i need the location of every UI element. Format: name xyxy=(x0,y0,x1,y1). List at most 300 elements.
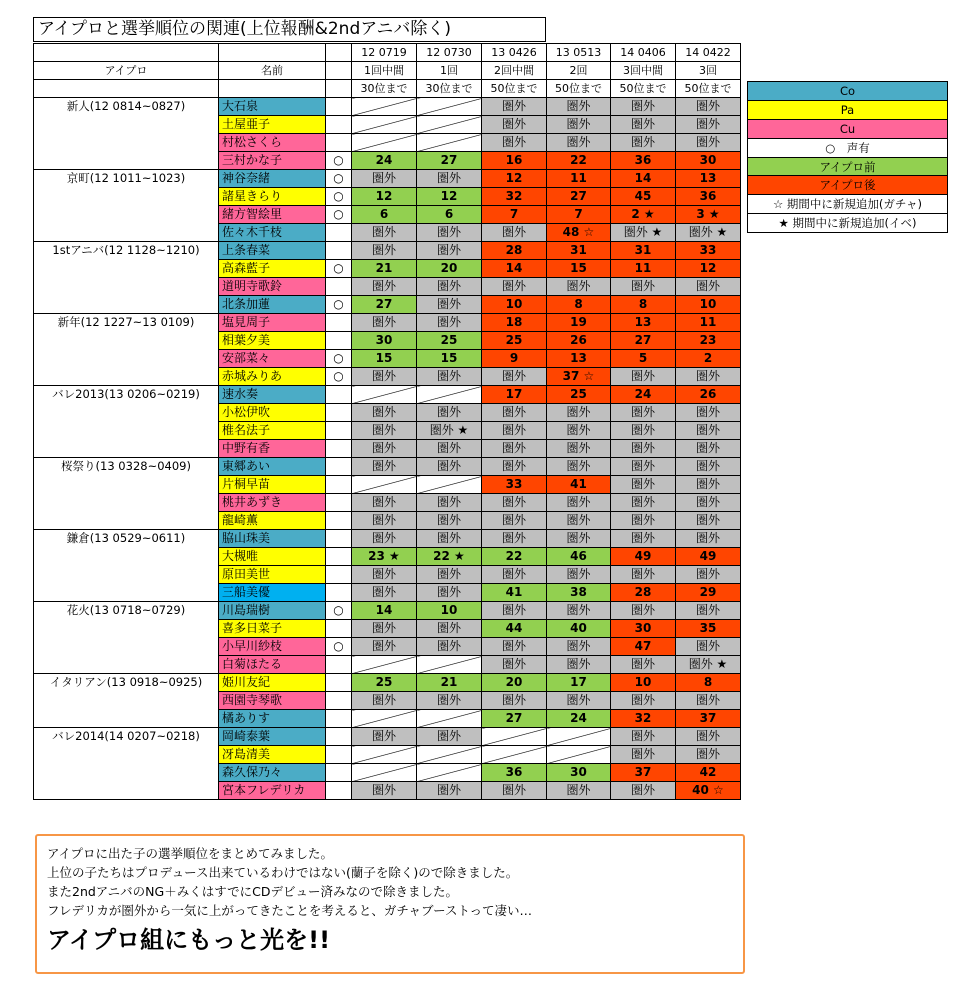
rank-cell: 圏外 xyxy=(352,224,417,242)
legend-item: ★ 期間中に新規追加(イベ) xyxy=(748,214,948,233)
rank-cell: 圏外 xyxy=(352,278,417,296)
rank-cell: 12 xyxy=(352,188,417,206)
header-round: 1回 xyxy=(417,62,482,80)
rank-cell: 38 xyxy=(547,584,611,602)
header-blank-cell xyxy=(326,80,352,98)
rank-cell: 圏外 xyxy=(547,134,611,152)
rank-cell: 圏外 xyxy=(417,512,482,530)
group-blank-cell xyxy=(34,764,219,782)
voice-mark: ○ xyxy=(326,602,352,620)
idol-name: 速水奏 xyxy=(219,386,326,404)
voice-mark xyxy=(326,620,352,638)
rank-cell: 28 xyxy=(482,242,547,260)
table-row xyxy=(34,170,741,188)
rank-cell: 12 xyxy=(676,260,741,278)
rank-cell: 圏外 xyxy=(547,566,611,584)
idol-name: 赤城みりあ xyxy=(219,368,326,386)
rank-cell: 3 ★ xyxy=(676,206,741,224)
rank-cell: 圏外 xyxy=(352,404,417,422)
rank-cell: 10 xyxy=(611,674,676,692)
rank-cell: 圏外 xyxy=(676,494,741,512)
voice-mark xyxy=(326,386,352,404)
group-blank-cell xyxy=(34,638,219,656)
rank-cell: 圏外 ★ xyxy=(676,224,741,242)
rank-cell: 圏外 xyxy=(482,638,547,656)
group-label: 新年(12 1227~13 0109) xyxy=(34,314,219,332)
table-row xyxy=(34,782,741,800)
rank-cell: 30 xyxy=(547,764,611,782)
rank-cell: 2 xyxy=(676,350,741,368)
rank-cell: 圏外 xyxy=(611,782,676,800)
rank-cell: 圏外 xyxy=(482,782,547,800)
rank-cell: 圏外 xyxy=(611,530,676,548)
rank-cell: 6 xyxy=(352,206,417,224)
header-blank-cell xyxy=(34,44,219,62)
rank-cell: 圏外 xyxy=(482,422,547,440)
comment-line: アイプロに出た子の選挙順位をまとめてみました。 xyxy=(47,846,334,861)
voice-mark: ○ xyxy=(326,638,352,656)
rank-cell: 圏外 xyxy=(482,368,547,386)
group-blank-cell xyxy=(34,224,219,242)
legend-item: ☆ 期間中に新規追加(ガチャ) xyxy=(748,195,948,214)
voice-mark xyxy=(326,224,352,242)
rank-cell: 36 xyxy=(676,188,741,206)
rank-cell: 14 xyxy=(611,170,676,188)
rank-cell: 圏外 xyxy=(352,692,417,710)
rank-cell: 28 xyxy=(611,584,676,602)
group-blank-cell xyxy=(34,260,219,278)
rank-cell: 12 xyxy=(482,170,547,188)
rank-cell: 圏外 xyxy=(482,278,547,296)
rank-cell xyxy=(352,134,417,152)
rank-cell: 圏外 xyxy=(611,116,676,134)
comment-line: また2ndアニバのNG＋みくはすでにCDデビュー済みなので除きました。 xyxy=(47,884,458,899)
table-row xyxy=(34,386,741,404)
group-blank-cell xyxy=(34,134,219,152)
idol-name: 原田美世 xyxy=(219,566,326,584)
rank-cell xyxy=(417,656,482,674)
idol-name: 相葉夕美 xyxy=(219,332,326,350)
voice-mark xyxy=(326,710,352,728)
rank-cell: 圏外 xyxy=(482,458,547,476)
table-row xyxy=(34,206,741,224)
group-blank-cell xyxy=(34,710,219,728)
group-blank-cell xyxy=(34,584,219,602)
rank-cell: 圏外 xyxy=(611,98,676,116)
table-row xyxy=(34,296,741,314)
rank-cell: 36 xyxy=(482,764,547,782)
rank-cell: 圏外 xyxy=(482,224,547,242)
table-row xyxy=(34,314,741,332)
rank-cell: 圏外 xyxy=(611,566,676,584)
group-blank-cell xyxy=(34,422,219,440)
rank-cell: 圏外 xyxy=(676,458,741,476)
rank-cell xyxy=(547,728,611,746)
rank-cell: 27 xyxy=(482,710,547,728)
rank-cell: 圏外 xyxy=(352,782,417,800)
group-label: 桜祭り(13 0328~0409) xyxy=(34,458,219,476)
voice-mark xyxy=(326,566,352,584)
rank-cell: 圏外 xyxy=(417,566,482,584)
rank-cell: 47 xyxy=(611,638,676,656)
group-blank-cell xyxy=(34,404,219,422)
rank-cell: 圏外 xyxy=(352,530,417,548)
table-row xyxy=(34,656,741,674)
rank-cell: 圏外 xyxy=(676,422,741,440)
voice-mark: ○ xyxy=(326,350,352,368)
table-title: アイプロと選挙順位の関連(上位報酬&2ndアニバ除く) xyxy=(33,17,546,42)
rank-cell: 12 xyxy=(417,188,482,206)
comment-line: フレデリカが圏外から一気に上がってきたことを考えると、ガチャブーストって凄い… xyxy=(47,903,533,918)
rank-cell xyxy=(352,476,417,494)
rank-cell: 圏外 xyxy=(352,584,417,602)
rank-cell: 22 ★ xyxy=(417,548,482,566)
comment-box xyxy=(35,834,745,974)
rank-cell: 圏外 xyxy=(482,566,547,584)
rank-cell: 圏外 xyxy=(417,404,482,422)
group-blank-cell xyxy=(34,440,219,458)
group-blank-cell xyxy=(34,656,219,674)
rank-cell xyxy=(482,728,547,746)
rank-cell: 42 xyxy=(676,764,741,782)
idol-name: 橘ありす xyxy=(219,710,326,728)
voice-mark xyxy=(326,674,352,692)
idol-name: 土屋亜子 xyxy=(219,116,326,134)
rank-cell: 圏外 xyxy=(417,368,482,386)
rank-cell: 圏外 xyxy=(676,692,741,710)
legend-item: Co xyxy=(748,82,948,101)
idol-name: 村松さくら xyxy=(219,134,326,152)
voice-mark: ○ xyxy=(326,206,352,224)
idol-name: 小早川紗枝 xyxy=(219,638,326,656)
table-row xyxy=(34,710,741,728)
rank-cell: 27 xyxy=(547,188,611,206)
voice-mark xyxy=(326,746,352,764)
table-row xyxy=(34,692,741,710)
legend-row xyxy=(748,82,948,101)
idol-name: 龍崎薫 xyxy=(219,512,326,530)
group-blank-cell xyxy=(34,620,219,638)
idol-name: 小松伊吹 xyxy=(219,404,326,422)
rank-cell: 17 xyxy=(547,674,611,692)
rank-cell: 20 xyxy=(482,674,547,692)
header-round: 1回中間 xyxy=(352,62,417,80)
rank-cell: 24 xyxy=(611,386,676,404)
rank-cell: 44 xyxy=(482,620,547,638)
header-date: 14 0422 xyxy=(676,44,741,62)
group-blank-cell xyxy=(34,206,219,224)
group-blank-cell xyxy=(34,152,219,170)
table-row xyxy=(34,728,741,746)
rank-cell: 圏外 xyxy=(611,656,676,674)
voice-mark xyxy=(326,134,352,152)
header-col-name: 名前 xyxy=(219,62,326,80)
rank-cell: 圏外 xyxy=(611,728,676,746)
table-row xyxy=(34,134,741,152)
table-row xyxy=(34,404,741,422)
rank-cell: 圏外 xyxy=(611,134,676,152)
rank-cell: 32 xyxy=(611,710,676,728)
rank-cell: 15 xyxy=(417,350,482,368)
rank-cell: 圏外 xyxy=(547,440,611,458)
group-blank-cell xyxy=(34,494,219,512)
rank-cell: 圏外 xyxy=(676,278,741,296)
group-blank-cell xyxy=(34,692,219,710)
voice-mark xyxy=(326,458,352,476)
group-blank-cell xyxy=(34,548,219,566)
idol-name: 佐々木千枝 xyxy=(219,224,326,242)
idol-name: 東郷あい xyxy=(219,458,326,476)
rank-cell: 22 xyxy=(547,152,611,170)
group-blank-cell xyxy=(34,512,219,530)
rank-cell: 圏外 xyxy=(417,620,482,638)
header-row-dates xyxy=(34,44,741,62)
rank-cell: 26 xyxy=(547,332,611,350)
idol-name: 大槻唯 xyxy=(219,548,326,566)
rank-cell xyxy=(352,710,417,728)
rank-cell: 10 xyxy=(482,296,547,314)
table-row xyxy=(34,242,741,260)
rank-cell: 圏外 xyxy=(352,494,417,512)
idol-name: 北条加蓮 xyxy=(219,296,326,314)
legend-item: Pa xyxy=(748,100,948,119)
header-blank-cell xyxy=(34,80,219,98)
header-date: 13 0426 xyxy=(482,44,547,62)
table-row xyxy=(34,494,741,512)
rank-cell: 35 xyxy=(676,620,741,638)
rank-cell: 圏外 ★ xyxy=(611,224,676,242)
header-date: 13 0513 xyxy=(547,44,611,62)
legend-row xyxy=(748,157,948,176)
rank-cell: 46 xyxy=(547,548,611,566)
rank-cell xyxy=(417,98,482,116)
rank-cell: 圏外 xyxy=(676,530,741,548)
rank-cell: 圏外 xyxy=(352,566,417,584)
rank-cell: 圏外 xyxy=(676,368,741,386)
rank-cell: 圏外 xyxy=(417,692,482,710)
group-blank-cell xyxy=(34,332,219,350)
rank-cell: 圏外 xyxy=(352,440,417,458)
rank-cell: 圏外 xyxy=(611,404,676,422)
rank-cell: 49 xyxy=(611,548,676,566)
rank-cell: 33 xyxy=(676,242,741,260)
rank-cell: 圏外 xyxy=(417,584,482,602)
rank-cell: 10 xyxy=(417,602,482,620)
rank-cell xyxy=(352,98,417,116)
rank-cell: 14 xyxy=(352,602,417,620)
rank-cell: 圏外 xyxy=(547,278,611,296)
idol-name: 川島瑞樹 xyxy=(219,602,326,620)
rank-cell: 27 xyxy=(352,296,417,314)
rank-cell: 圏外 xyxy=(417,296,482,314)
idol-name: 宮本フレデリカ xyxy=(219,782,326,800)
rank-cell: 33 xyxy=(482,476,547,494)
header-round: 2回中間 xyxy=(482,62,547,80)
header-limit: 50位まで xyxy=(676,80,741,98)
rank-cell: 圏外 xyxy=(352,422,417,440)
rank-cell: 圏外 xyxy=(676,134,741,152)
idol-name: 椎名法子 xyxy=(219,422,326,440)
rank-cell: 圏外 xyxy=(417,458,482,476)
group-label: 花火(13 0718~0729) xyxy=(34,602,219,620)
rank-cell xyxy=(352,386,417,404)
idol-name: 神谷奈緒 xyxy=(219,170,326,188)
idol-name: 上条春菜 xyxy=(219,242,326,260)
table-row xyxy=(34,152,741,170)
legend-row xyxy=(748,195,948,214)
legend-item: アイプロ後 xyxy=(748,176,948,195)
table-row xyxy=(34,674,741,692)
rank-cell: 圏外 ★ xyxy=(676,656,741,674)
rank-cell: 37 ☆ xyxy=(547,368,611,386)
table-row xyxy=(34,530,741,548)
voice-mark xyxy=(326,422,352,440)
rank-cell: 25 xyxy=(547,386,611,404)
voice-mark xyxy=(326,692,352,710)
rank-cell: 圏外 xyxy=(547,494,611,512)
idol-name: 中野有香 xyxy=(219,440,326,458)
rank-cell: 圏外 xyxy=(417,314,482,332)
header-round: 3回 xyxy=(676,62,741,80)
rank-cell: 圏外 xyxy=(482,656,547,674)
idol-name: 三村かな子 xyxy=(219,152,326,170)
rank-cell: 圏外 xyxy=(611,512,676,530)
legend-item: Cu xyxy=(748,119,948,138)
rank-cell: 圏外 xyxy=(482,134,547,152)
rank-cell: 圏外 xyxy=(417,728,482,746)
rank-cell: 圏外 xyxy=(611,440,676,458)
group-label: バレ2014(14 0207~0218) xyxy=(34,728,219,746)
rank-cell: 36 xyxy=(611,152,676,170)
voice-mark xyxy=(326,314,352,332)
table-row xyxy=(34,350,741,368)
rank-cell: 31 xyxy=(547,242,611,260)
rank-cell: 15 xyxy=(352,350,417,368)
idol-name: 三船美優 xyxy=(219,584,326,602)
rank-cell: 30 xyxy=(352,332,417,350)
header-limit: 50位まで xyxy=(547,80,611,98)
table-row xyxy=(34,764,741,782)
rank-cell: 圏外 xyxy=(352,620,417,638)
table-row xyxy=(34,332,741,350)
voice-mark xyxy=(326,764,352,782)
header-limit: 50位まで xyxy=(611,80,676,98)
rank-cell: 45 xyxy=(611,188,676,206)
table-row xyxy=(34,422,741,440)
rank-cell: 41 xyxy=(547,476,611,494)
rank-cell: 圏外 xyxy=(547,458,611,476)
rank-cell: 11 xyxy=(547,170,611,188)
group-blank-cell xyxy=(34,476,219,494)
rank-cell: 圏外 xyxy=(547,98,611,116)
idol-name: 桃井あずき xyxy=(219,494,326,512)
header-date: 12 0719 xyxy=(352,44,417,62)
rank-cell: 圏外 xyxy=(482,692,547,710)
rank-cell: 40 ☆ xyxy=(676,782,741,800)
idol-name: 片桐早苗 xyxy=(219,476,326,494)
idol-name: 冴島清美 xyxy=(219,746,326,764)
voice-mark xyxy=(326,476,352,494)
rank-cell: 13 xyxy=(547,350,611,368)
group-blank-cell xyxy=(34,782,219,800)
rank-cell: 圏外 xyxy=(611,476,676,494)
rank-cell: 31 xyxy=(611,242,676,260)
idol-name: 西園寺琴歌 xyxy=(219,692,326,710)
rank-cell xyxy=(417,134,482,152)
voice-mark xyxy=(326,440,352,458)
rank-cell: 24 xyxy=(547,710,611,728)
header-blank-cell xyxy=(219,80,326,98)
legend-item: アイプロ前 xyxy=(748,157,948,176)
rank-cell: 25 xyxy=(417,332,482,350)
legend-item: ○ 声有 xyxy=(748,138,948,157)
idol-name: 道明寺歌鈴 xyxy=(219,278,326,296)
rank-cell: 圏外 xyxy=(352,368,417,386)
rank-cell: 圏外 xyxy=(352,314,417,332)
rank-cell: 11 xyxy=(676,314,741,332)
idol-name: 姫川友紀 xyxy=(219,674,326,692)
voice-mark xyxy=(326,584,352,602)
rank-cell xyxy=(417,764,482,782)
idol-name: 安部菜々 xyxy=(219,350,326,368)
rank-cell: 圏外 xyxy=(417,638,482,656)
rank-cell: 圏外 xyxy=(611,458,676,476)
rank-cell: 2 ★ xyxy=(611,206,676,224)
rank-cell: 23 ★ xyxy=(352,548,417,566)
table-row xyxy=(34,584,741,602)
rank-cell: 圏外 xyxy=(611,602,676,620)
rank-cell: 30 xyxy=(676,152,741,170)
rank-cell: 圏外 xyxy=(417,224,482,242)
voice-mark xyxy=(326,98,352,116)
rank-cell: 25 xyxy=(482,332,547,350)
group-blank-cell xyxy=(34,746,219,764)
header-date: 12 0730 xyxy=(417,44,482,62)
rank-cell: 圏外 xyxy=(482,116,547,134)
header-round: 3回中間 xyxy=(611,62,676,80)
group-label: イタリアン(13 0918~0925) xyxy=(34,674,219,692)
voice-mark xyxy=(326,548,352,566)
header-limit: 30位まで xyxy=(417,80,482,98)
rank-cell: 21 xyxy=(417,674,482,692)
rank-cell: 圏外 xyxy=(547,692,611,710)
rank-cell: 6 xyxy=(417,206,482,224)
group-blank-cell xyxy=(34,296,219,314)
voice-mark xyxy=(326,242,352,260)
rank-cell: 圏外 xyxy=(676,638,741,656)
voice-mark: ○ xyxy=(326,260,352,278)
rank-cell: 圏外 xyxy=(352,728,417,746)
voice-mark xyxy=(326,332,352,350)
group-label: バレ2013(13 0206~0219) xyxy=(34,386,219,404)
header-col-group: アイプロ xyxy=(34,62,219,80)
idol-name: 緒方智絵里 xyxy=(219,206,326,224)
rank-cell: 圏外 xyxy=(611,278,676,296)
rank-cell xyxy=(352,116,417,134)
rank-cell: 圏外 xyxy=(352,458,417,476)
rank-cell: 圏外 xyxy=(547,602,611,620)
rank-cell: 10 xyxy=(676,296,741,314)
header-round: 2回 xyxy=(547,62,611,80)
rank-cell: 圏外 xyxy=(547,404,611,422)
rank-cell: 26 xyxy=(676,386,741,404)
rank-cell: 圏外 xyxy=(611,422,676,440)
rank-cell: 圏外 xyxy=(676,476,741,494)
rank-cell: 7 xyxy=(482,206,547,224)
voice-mark xyxy=(326,116,352,134)
voice-mark: ○ xyxy=(326,170,352,188)
rank-cell: 11 xyxy=(611,260,676,278)
